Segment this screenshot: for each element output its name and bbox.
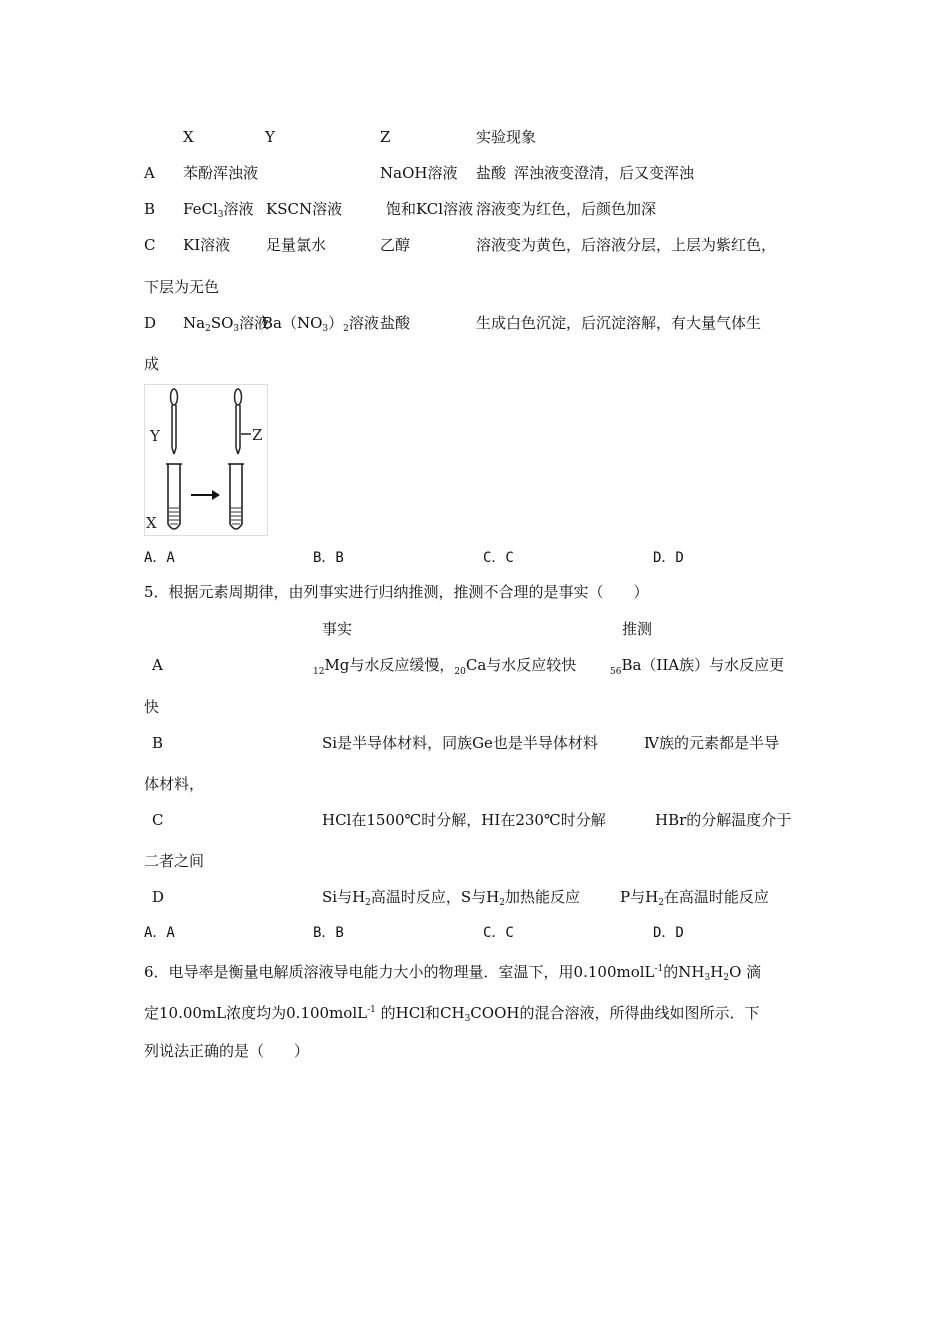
- label-z: Z: [252, 426, 263, 444]
- row-c-phenomenon-cont: 下层为无色: [144, 278, 220, 296]
- q6-line-1: 6．电导率是衡量电解质溶液导电能力大小的物理量．室温下，用0.100molL$^{-1}$的$NH_3H_2O$ 滴: [144, 963, 762, 983]
- row-b-x: FeCl$_3$溶液: [183, 200, 254, 220]
- q5-row-c-label: C: [152, 811, 164, 829]
- q5-option-b[interactable]: B．B: [313, 925, 344, 941]
- row-d-x: $Na_2SO_3$溶液: [183, 314, 270, 334]
- row-a-label: A: [144, 164, 155, 182]
- q4-option-a[interactable]: A．A: [144, 550, 175, 566]
- q6-line-2: 定10.00mL浓度均为0.100molL$^{-1}$ 的HCl和$CH_3COOH$的混合溶液，所得曲线如图所示．下: [144, 1004, 760, 1024]
- row-d-phenomenon: 生成白色沉淀，后沉淀溶解，有大量气体生: [476, 314, 762, 332]
- q5-row-a-label: A: [152, 656, 163, 674]
- row-b-phenomenon: 溶液变为红色，后颜色加深: [476, 200, 657, 218]
- q5-row-c-cont: 二者之间: [144, 852, 205, 870]
- q5-row-a-infer: $_{56}$Ba（IIA族）与水反应更: [610, 656, 785, 677]
- label-y: Y: [150, 427, 160, 445]
- q4-option-d[interactable]: D．D: [653, 550, 684, 566]
- row-d-phenomenon-cont: 成: [144, 355, 160, 373]
- q5-option-d[interactable]: D．D: [653, 925, 684, 941]
- q5-row-a-fact: $_{12}$Mg与水反应缓慢，$_{20}$Ca与水反应较快: [313, 656, 577, 677]
- q5-option-a[interactable]: A．A: [144, 925, 175, 941]
- header-y: Y: [265, 128, 275, 146]
- q5-row-c-fact: HCl在1500℃时分解，HI在230℃时分解: [322, 811, 606, 829]
- row-d-label: D: [144, 314, 157, 332]
- q5-row-b-cont: 体材料，: [144, 775, 205, 793]
- q5-row-c-infer: HBr的分解温度介于: [655, 811, 792, 829]
- header-x: X: [183, 128, 194, 146]
- q6-line-3: 列说法正确的是（ ）: [144, 1042, 310, 1060]
- row-a-x: 苯酚浑浊液: [183, 164, 259, 182]
- q5-row-d-label: D: [152, 888, 165, 906]
- q5-row-b-label: B: [152, 734, 164, 752]
- q5-col-infer: 推测: [622, 620, 653, 638]
- row-c-phenomenon: 溶液变为黄色，后溶液分层，上层为紫红色，: [476, 236, 777, 254]
- q5-row-a-cont: 快: [144, 698, 160, 716]
- q5-stem: 5．根据元素周期律，由列事实进行归纳推测，推测不合理的是事实（ ）: [144, 583, 649, 601]
- header-z: Z: [380, 128, 391, 146]
- q5-row-d-infer: P与$H_2$在高温时能反应: [620, 888, 769, 908]
- q5-option-c[interactable]: C．C: [483, 925, 514, 941]
- apparatus-figure: [144, 384, 268, 536]
- row-b-label: B: [144, 200, 156, 218]
- row-b-y: KSCN溶液: [266, 200, 343, 218]
- row-c-x: KI溶液: [183, 236, 231, 254]
- row-a-phenomenon: 浑浊液变澄清，后又变浑浊: [514, 164, 695, 182]
- q5-row-b-fact: Si是半导体材料，同族Ge也是半导体材料: [322, 734, 598, 752]
- header-phenomenon: 实验现象: [476, 128, 537, 146]
- row-a-z-extra: 盐酸: [476, 164, 507, 182]
- row-d-z: 盐酸: [380, 314, 411, 332]
- q4-option-c[interactable]: C．C: [483, 550, 514, 566]
- row-c-label: C: [144, 236, 156, 254]
- row-a-z: NaOH溶液: [380, 164, 458, 182]
- q4-option-b[interactable]: B．B: [313, 550, 344, 566]
- q5-row-b-infer: Ⅳ族的元素都是半导: [644, 734, 779, 752]
- row-b-z: 饱和KCl溶液: [386, 200, 474, 218]
- label-x: X: [146, 514, 157, 532]
- q5-row-d-fact: Si与$H_2$高温时反应，S与$H_2$加热能反应: [322, 888, 580, 908]
- row-d-y: $Ba(NO_3)_2$溶液: [262, 314, 379, 334]
- row-c-z: 乙醇: [380, 236, 411, 254]
- row-c-y: 足量氯水: [266, 236, 327, 254]
- q5-col-fact: 事实: [322, 620, 353, 638]
